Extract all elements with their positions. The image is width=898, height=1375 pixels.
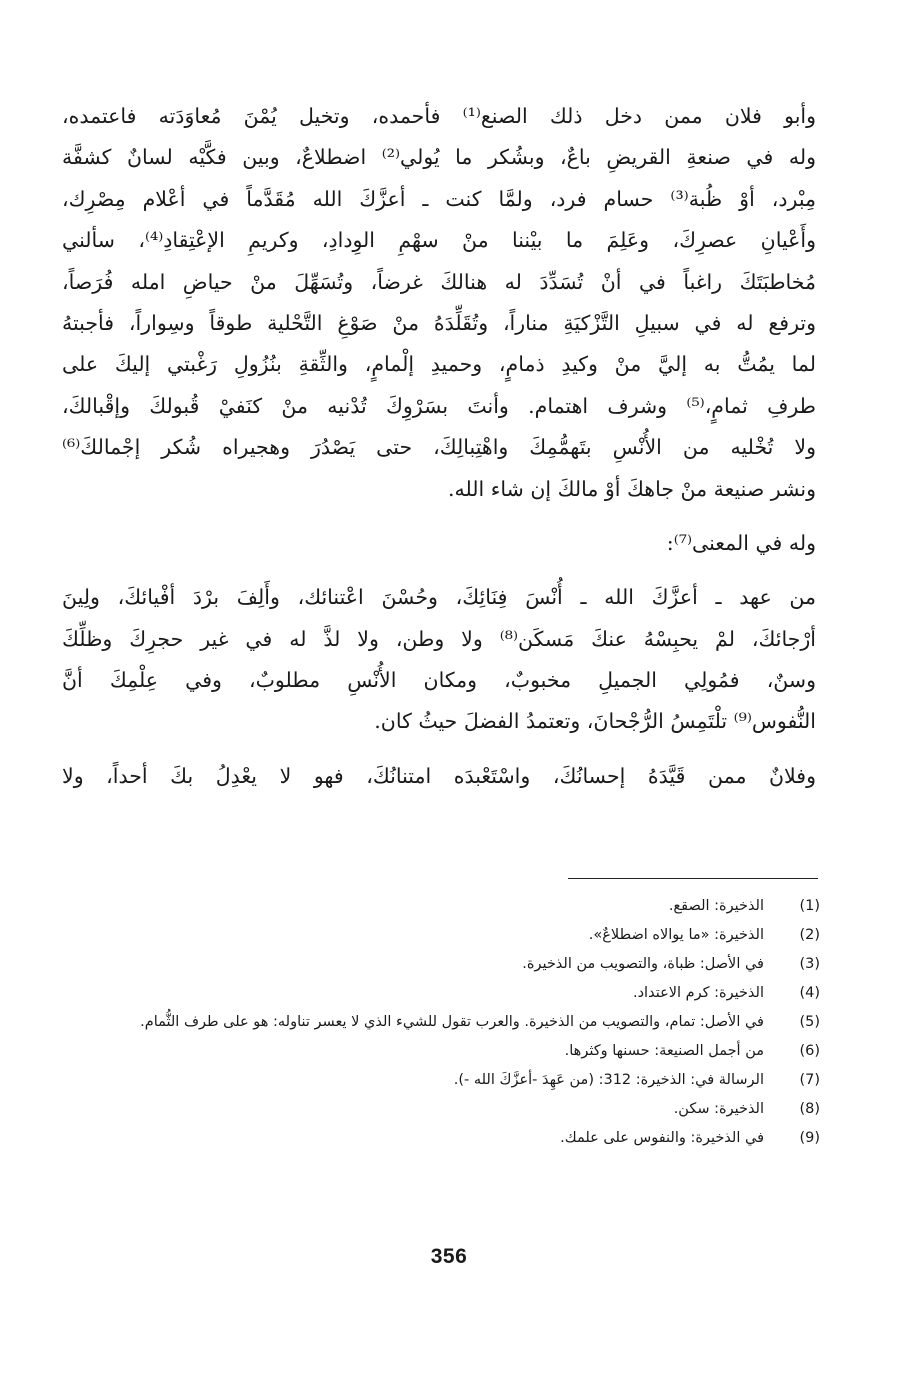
footnote-number: (6) <box>799 1043 820 1059</box>
text-line: وله في صنعةِ القريضِ باعٌ، وبشُكر ما يُولي⁽²⁾ اضطلاعٌ، وبين فكَّيْه لسانٌ كشفَّة <box>62 145 816 170</box>
footnote <box>62 1124 820 1153</box>
footnote <box>62 921 820 950</box>
footnote-text: في الأصل: تمام، والتصويب من الذخيرة. والعرب تقول للشيء الذي لا يعسر تناوله: هو على طرف الثُّمام. <box>140 1014 764 1030</box>
footnote-text: الذخيرة: الصقع. <box>668 898 764 914</box>
text-line: وله في المعنى⁽⁷⁾: <box>666 530 816 555</box>
footnote-number: (3) <box>799 956 820 972</box>
footnotes <box>62 892 820 1153</box>
footnote <box>62 1066 820 1095</box>
main-text <box>62 96 816 797</box>
text-line: وترفع له في سبيلِ التَّزْكيَةِ مناراً، وتُقَلِّدَهُ منْ صَوْغِ التَّحْلية طوقاً وسِواراً، فأجبتهُ <box>62 310 816 335</box>
footnote-text: من أجمل الصنيعة: حسنها وكثرها. <box>564 1043 764 1059</box>
text-line: مُخاطبَتَكَ راغباً في أنْ تُسَدِّدَ له هنالكَ غرضاً، وتُسَهِّلَ منْ حياضِ امله فُرَصاً، <box>62 269 816 294</box>
paragraph-1 <box>62 96 816 510</box>
footnote-separator <box>568 878 818 879</box>
paragraph-3 <box>62 577 816 743</box>
text-line: أرْجائكَ، لمْ يحبِسْهُ عنكَ مَسكَن⁽⁸⁾ ولا وطن، ولا لذَّ له في غير حجرِكَ وظلِّكَ <box>62 626 816 651</box>
text-line: ولا تُخْليه من الأُنْسِ بتَهمُّمِكَ واهْتِبالِكَ، حتى يَصْدُرَ وهجيراه شُكر إجْمالكَ⁽⁶⁾ <box>62 435 816 460</box>
footnote-text: الرسالة في: الذخيرة: 312: (من عَهِدَ -أعزَّكَ الله -). <box>453 1072 764 1088</box>
footnote-text: في الذخيرة: والنفوس على علمك. <box>560 1130 764 1146</box>
footnote <box>62 979 820 1008</box>
footnote <box>62 950 820 979</box>
text-line: لما يمُتُّ به إليَّ منْ وكيدِ ذمامٍ، وحميدِ إلْمامٍ، والثِّقةِ بنُزُولِ رَغْبتي إليكَ على <box>62 352 816 377</box>
paragraph-4 <box>62 756 816 797</box>
footnote-text: الذخيرة: سكن. <box>673 1101 764 1117</box>
paragraph-2 <box>62 523 816 564</box>
footnote-number: (5) <box>799 1014 820 1030</box>
footnote-number: (2) <box>799 927 820 943</box>
footnote-number: (8) <box>799 1101 820 1117</box>
footnote-number: (9) <box>799 1130 820 1146</box>
footnote-text: الذخيرة: «ما يوالاه اضطلاعٌ». <box>588 927 764 943</box>
footnote <box>62 1008 820 1037</box>
footnote <box>62 1095 820 1124</box>
footnote-text: في الأصل: ظباة، والتصويب من الذخيرة. <box>522 956 764 972</box>
text-line: وأبو فلان ممن دخل ذلك الصنع⁽¹⁾ فأحمده، وتخيل يُمْنَ مُعاوَدَته فاعتمده، <box>62 104 816 128</box>
text-line: من عهد ـ أعزَّكَ الله ـ أُنْسَ فِنَائِكَ، وحُسْنَ اعْتنائك، وأَلِفَ برْدَ أفْيائكَ، ولِينَ <box>62 585 816 610</box>
text-line: طرفِ ثمامٍ،⁽⁵⁾ وشرف اهتمام. وأنتَ بسَرْوِكَ تُدْنيه منْ كنَفيْ قُبولكَ وإقْبالكَ، <box>62 393 816 418</box>
text-line: ونشر صنيعة منْ جاهكَ أوْ مالكَ إن شاء الله. <box>448 476 816 501</box>
footnote <box>62 892 820 921</box>
text-line: وفلانٌ ممن قَيَّدَهُ إحسانُكَ، واسْتَعْبدَه امتنانُكَ، فهو لا يعْدِلُ بكَ أحداً، ولا <box>62 763 816 788</box>
text-line: وسنٌ، فمُولِي الجميلِ مخبوبٌ، ومكان الأُنْسِ مطلوبٌ، وفي عِلْمِكَ أنَّ <box>62 668 816 693</box>
footnote-number: (1) <box>799 898 820 914</box>
text-line: النُّفوس⁽⁹⁾ تلْتَمِسُ الرُّجْحانَ، وتعتمدُ الفضلَ حيثُ كان. <box>374 709 816 734</box>
page-number: 356 <box>430 1245 468 1268</box>
footnote-number: (7) <box>799 1072 820 1088</box>
footnote-text: الذخيرة: كرم الاعتداد. <box>632 985 764 1001</box>
footnote-number: (4) <box>799 985 820 1001</box>
text-line: وأَعْيانِ عصرِكَ، وعَلِمَ ما بيْننا منْ سهْمِ الوِدادِ، وكريمِ الإعْتِقادِ⁽⁴⁾، سألني <box>62 228 816 253</box>
footnote <box>62 1037 820 1066</box>
text-line: مِبْرد، أوْ ظُبة⁽³⁾ حسام فرد، ولمَّا كنت ـ أعزَّكَ الله مُقَدَّماً في أعْلام مِصْرِك، <box>62 186 816 211</box>
